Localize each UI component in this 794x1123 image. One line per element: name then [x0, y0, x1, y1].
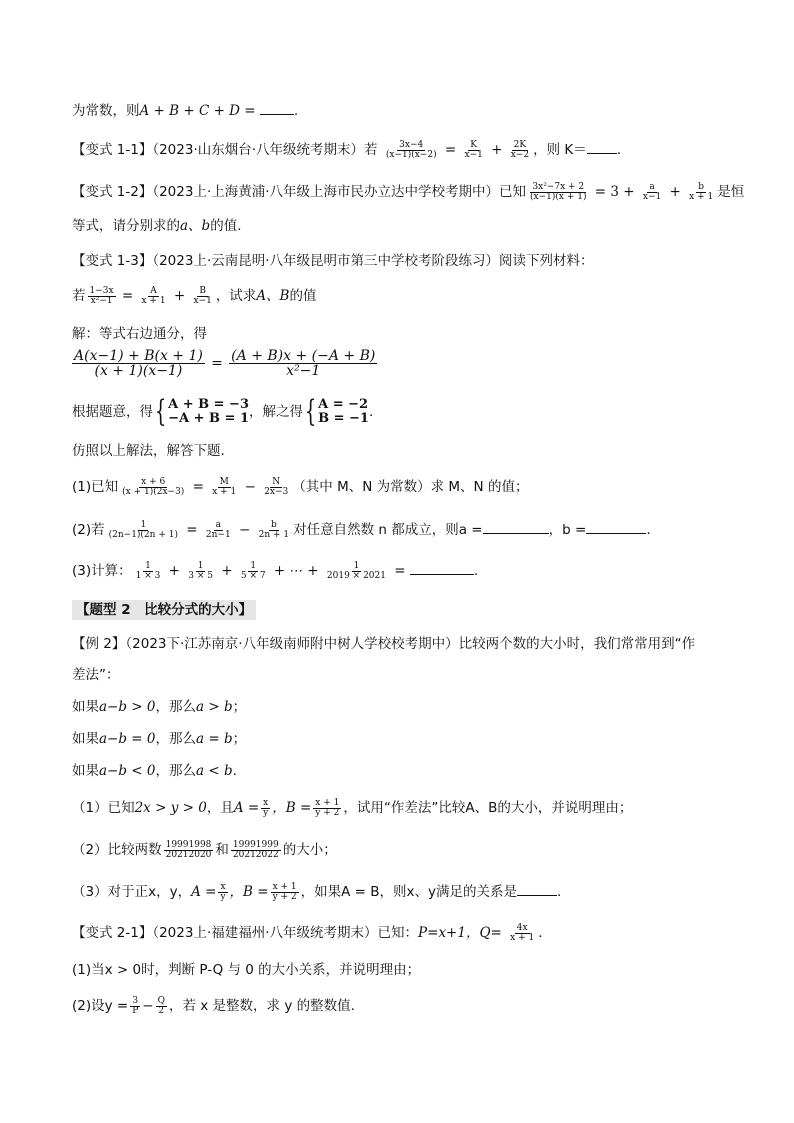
answer-blank: [410, 562, 474, 575]
variant-1-3: [72, 251, 734, 271]
question-2: (2)若 $\frac{1}{(2n-1)(2n + 1)}$ = $\frac{a}{2n-1}$ − $\frac{b}{2n + 1}$ 对任意自然数 n 都成立，则a = ，b = .: [72, 519, 651, 540]
variant-source: （2023上·福建福州·八年级统考期末）已知：: [152, 925, 419, 941]
variant-source: （2023上·上海黄浦·八年级上海市民办立达中学校考期中）已知: [152, 184, 527, 200]
variant-tag: 【变式 1-2】: [72, 184, 153, 200]
fraction: $\frac{1}{5 \times 7}$: [240, 560, 266, 581]
fraction: $\frac{x + 6}{(x + 1)(2x-3)}$: [122, 476, 185, 497]
fraction: $\frac{1}{3 \times 5}$: [188, 560, 213, 581]
answer-blank: [587, 141, 617, 154]
fraction: $\frac{1}{1 \times 3}$: [135, 560, 161, 581]
solution-equation: $\frac{A(x-1) + B(x + 1)}{(x + 1)(x-1)}$ = $\frac{(A + B)x + (-A + B)}{\text{x²−1}}$: [74, 348, 376, 379]
fraction: $\frac{N}{2x-3}$: [264, 476, 289, 497]
fraction: $\frac{x + 1}{y + 2}$: [315, 797, 340, 818]
fraction: $\frac{4x}{x + 1}$: [510, 922, 535, 943]
fraction: $\frac{1-3x}{\text{x²−1}}$: [89, 285, 114, 306]
answer-blank-a: [483, 521, 549, 534]
fraction: $\frac{1}{(2n-1)(2n + 1)}$: [108, 519, 178, 540]
imitate-line: 仿照以上解法，解答下题.: [72, 443, 225, 459]
variant-tag: 【变式 2-1】: [72, 925, 153, 941]
variant-tag: 【变式 1-3】: [72, 253, 153, 269]
fraction: $\frac{b}{x + 1}$: [689, 181, 714, 202]
fraction: $\frac{19991998}{20212020}$: [165, 839, 212, 860]
question-1: (1)已知 $\frac{x + 6}{(x + 1)(2x-3)}$ = $\frac{M}{x + 1}$ − $\frac{N}{2x-3}$ （其中 M、N 为常数）求 M、N 的值；: [72, 476, 529, 497]
topic-2-heading: [72, 600, 734, 620]
part-1: （1）已知2x > y > 0，且A = $\frac{x}{y}$ ，B = $\frac{x + 1}{y + 2}$ ，试用“作差法”比较A、B的大小，并说明理由；: [72, 797, 633, 818]
variant-source: （2023上·云南昆明·八年级昆明市第三中学校考阶段练习）阅读下列材料：: [152, 253, 594, 269]
example-2-cont: 差法”：: [72, 667, 120, 683]
solution-intro: 解：等式右边通分，得: [72, 326, 207, 342]
fraction: $\frac{1}{2019 \times 2021}$: [326, 560, 386, 581]
variant-source: （2023·山东烟台·八年级统考期末）若: [152, 142, 378, 158]
answer-blank-b: [586, 521, 646, 534]
fraction: $\frac{Q}{2}$: [157, 995, 165, 1016]
question-3: (3)计算： $\frac{1}{1 \times 3}$ + $\frac{1}{3 \times 5}$ + $\frac{1}{5 \times 7}$ + ⋯ + $\frac{1}{2019 \times 2021}$ = .: [72, 560, 479, 581]
fraction: $\frac{a}{2n-1}$: [205, 519, 231, 540]
fraction: $\frac{x}{y}$: [220, 881, 226, 902]
variant-1-1: 【变式 1-1】（2023·山东烟台·八年级统考期末）若 $\frac{3x-4}{(x-1)(x-2)}$ = $\frac{K}{x-1}$ + $\frac{2K}{x-2}$ ，则 K＝ .: [72, 139, 622, 160]
fraction: $\frac{(A + B)x + (-A + B)}{\text{x²−1}}$: [231, 348, 376, 379]
fraction: $\frac{2K}{x-2}$: [510, 139, 530, 160]
fraction: $\frac{3x-4}{(x-1)(x-2)}$: [385, 139, 437, 160]
rule-3: 如果a−b < 0，那么a < b.: [72, 763, 237, 779]
variant-1-2: 【变式 1-2】（2023上·上海黄浦·八年级上海市民办立达中学校考期中）已知 $\frac{\text{3x²−7x + 2}}{(x-1)(x + 1)}$ = 3 + $\frac{a}{x-1}$ + $\frac{b}{x + 1}$ 是恒: [72, 181, 745, 202]
variant-1-2-cont: 等式，请分别求的a、b的值.: [72, 218, 242, 234]
rule-1: 如果a−b > 0，那么a > b；: [72, 699, 247, 715]
fraction: $\frac{M}{x + 1}$: [212, 476, 237, 497]
line-constants: [72, 101, 734, 121]
fraction: $\frac{A}{x + 1}$: [141, 285, 166, 306]
fraction: $\frac{x}{y}$: [263, 797, 269, 818]
variant-tag: 【变式 1-1】: [72, 142, 153, 158]
example-source: （2023下·江苏南京·八年级南师附中树人学校校考期中）比较两个数的大小时，我们常常用到“作: [125, 636, 696, 652]
math-expr: A + B + C + D =: [139, 103, 256, 119]
variant-2-1: 【变式 2-1】（2023上·福建福州·八年级统考期末）已知：P=x+1，Q= $\frac{4x}{x + 1}$ .: [72, 922, 543, 943]
fraction: $\frac{B}{x-1}$: [193, 285, 212, 306]
text: 为常数，则: [72, 103, 140, 119]
example-tag: 【例 2】: [72, 636, 126, 652]
fraction: $\frac{a}{x-1}$: [642, 181, 662, 202]
fraction: $\frac{K}{x-1}$: [464, 139, 483, 160]
text: .: [293, 103, 299, 119]
part-2: （2）比较两数 $\frac{19991998}{20212020}$ 和 $\frac{19991999}{20212022}$ 的大小；: [72, 839, 337, 860]
variant-2-1-q2: (2)设y = $\frac{3}{P}$ − $\frac{Q}{2}$ ，若 x 是整数，求 y 的整数值.: [72, 995, 355, 1016]
part-3: （3）对于正x，y，A = $\frac{x}{y}$ ，B = $\frac{x + 1}{y + 2}$ ，如果A = B，则x、y满足的关系是 .: [72, 881, 562, 902]
fraction: $\frac{b}{2n + 1}$: [258, 519, 290, 540]
fraction: $\frac{19991999}{20212022}$: [232, 839, 279, 860]
material-if: 若 $\frac{1-3x}{\text{x²−1}}$ = $\frac{A}{x + 1}$ + $\frac{B}{x-1}$ ，试求A、B的值: [72, 285, 317, 306]
fraction: $\frac{x + 1}{y + 2}$: [272, 881, 297, 902]
example-2: [72, 634, 734, 654]
solution-system: 根据题意，得 { A + B = −3 −A + B = 1 ，解之得 { A = −2 B = −1 .: [72, 394, 374, 429]
fraction: $\frac{A(x-1) + B(x + 1)}{(x + 1)(x-1)}$: [74, 348, 203, 379]
topic-tag: 【题型 2 比较分式的大小】: [72, 600, 256, 620]
answer-blank: [517, 883, 557, 896]
variant-2-1-q1: (1)当x > 0时，判断 P-Q 与 0 的大小关系，并说明理由；: [72, 962, 421, 978]
rule-2: 如果a−b = 0，那么a = b；: [72, 731, 247, 747]
fraction: $\frac{\text{3x²−7x + 2}}{(x-1)(x + 1)}$: [530, 181, 587, 202]
fraction: $\frac{3}{P}$: [132, 995, 139, 1016]
answer-blank: [260, 102, 294, 115]
text: ，则 K＝: [533, 142, 587, 158]
